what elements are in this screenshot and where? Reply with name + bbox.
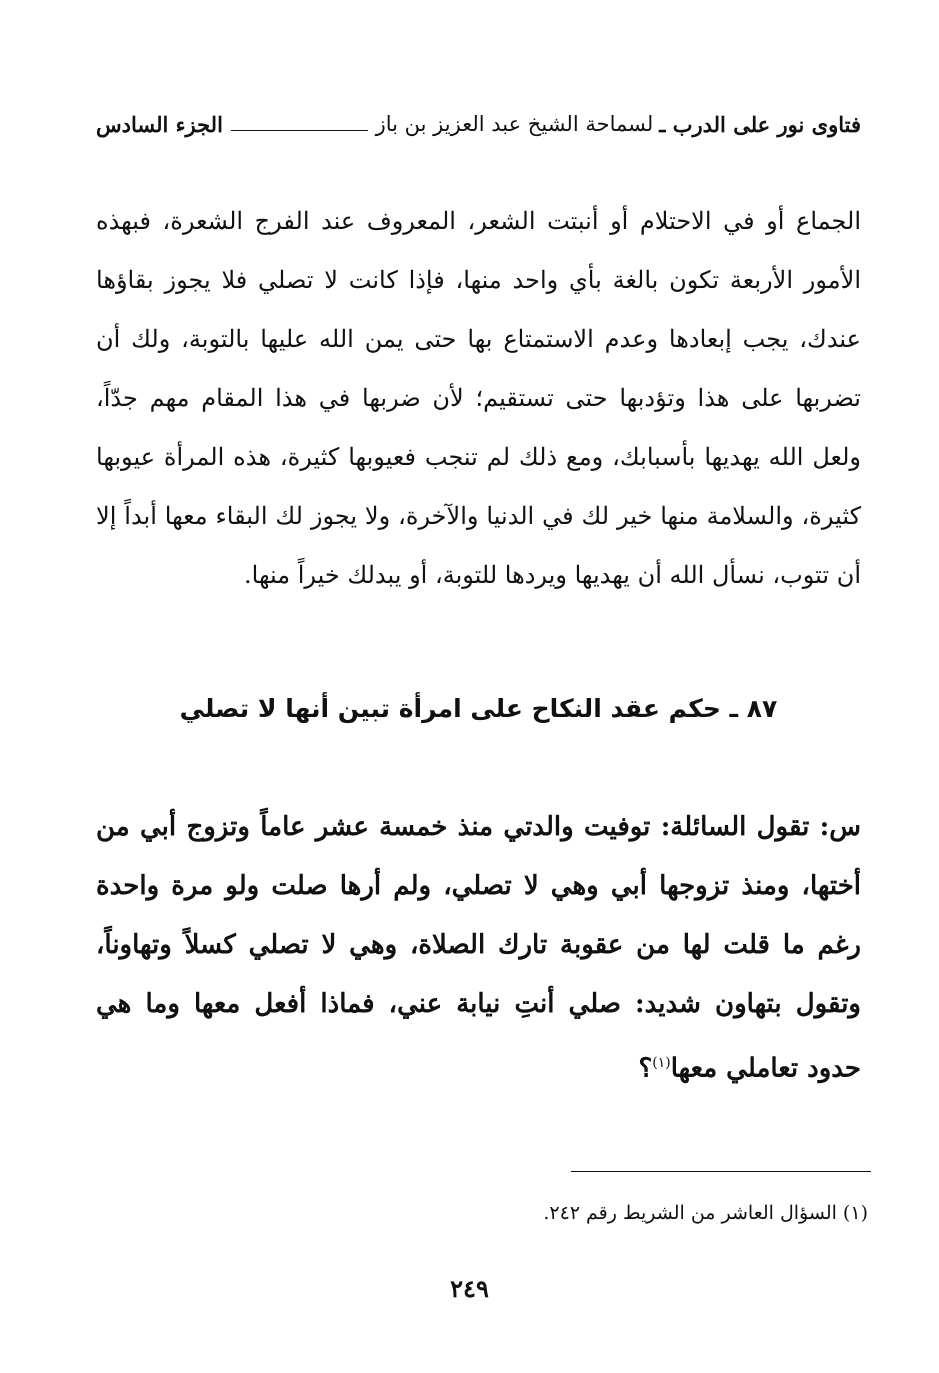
footnote-rule: [571, 1171, 871, 1172]
header-rule: [231, 130, 368, 131]
author-name: لسماحة الشيخ عبد العزيز بن باز: [375, 112, 654, 136]
question-text: س: تقول السائلة: توفيت والدتي منذ خمسة عشر عاماً وتزوج أبي من أختها، ومنذ تزوجها أبي وهي لا تصلي، ولم أرها صلت ولو مرة واحدة رغم ما قلت لها من عقوبة تارك الصلاة، وهي لا تصلي كسلاً وتهاوناً، وتقول بتهاون شديد: صلي أنتِ نيابة عني، فماذا أفعل معها وما هي حدود تعاملي معها: [96, 812, 861, 1084]
question-paragraph: [96, 798, 861, 1099]
volume-label: الجزء السادس: [96, 111, 223, 137]
running-header: [96, 104, 861, 144]
section-heading: ٨٧ ـ حكم عقد النكاح على امرأة تبين أنها لا تصلي: [179, 694, 778, 723]
book-title: فتاوى نور على الدرب ـ: [659, 111, 861, 137]
body-paragraph: الجماع أو في الاحتلام أو أنبتت الشعر، المعروف عند الفرج الشعرة، فبهذه الأمور الأربعة تكون بالغة بأي واحد منها، فإذا كانت لا تصلي فلا يجوز بقاؤها عندك، يجب إبعادها وعدم الاستمتاع بها حتى يمن الله عليها بالتوبة، ولك أن تضربها على هذا وتؤدبها حتى تستقيم؛ لأن ضربها في هذا المقام مهم جدّاً، ولعل الله يهديها بأسبابك، ومع ذلك لم تنجب فعيوبها كثيرة، هذه المرأة عيوبها كثيرة، والسلامة منها خير لك في الدنيا والآخرة، ولا يجوز لك البقاء معها أبداً إلا أن تتوب، نسأل الله أن يهديها ويردها للتوبة، أو يبدلك خيراً منها.: [96, 207, 861, 589]
question-end-mark: ؟: [638, 1053, 653, 1084]
footnote-marker: (١): [652, 1055, 671, 1071]
page-number: ٢٤٩: [450, 1274, 489, 1303]
footnote: (١) السؤال العاشر من الشريط رقم ٢٤٢.: [543, 1202, 868, 1224]
